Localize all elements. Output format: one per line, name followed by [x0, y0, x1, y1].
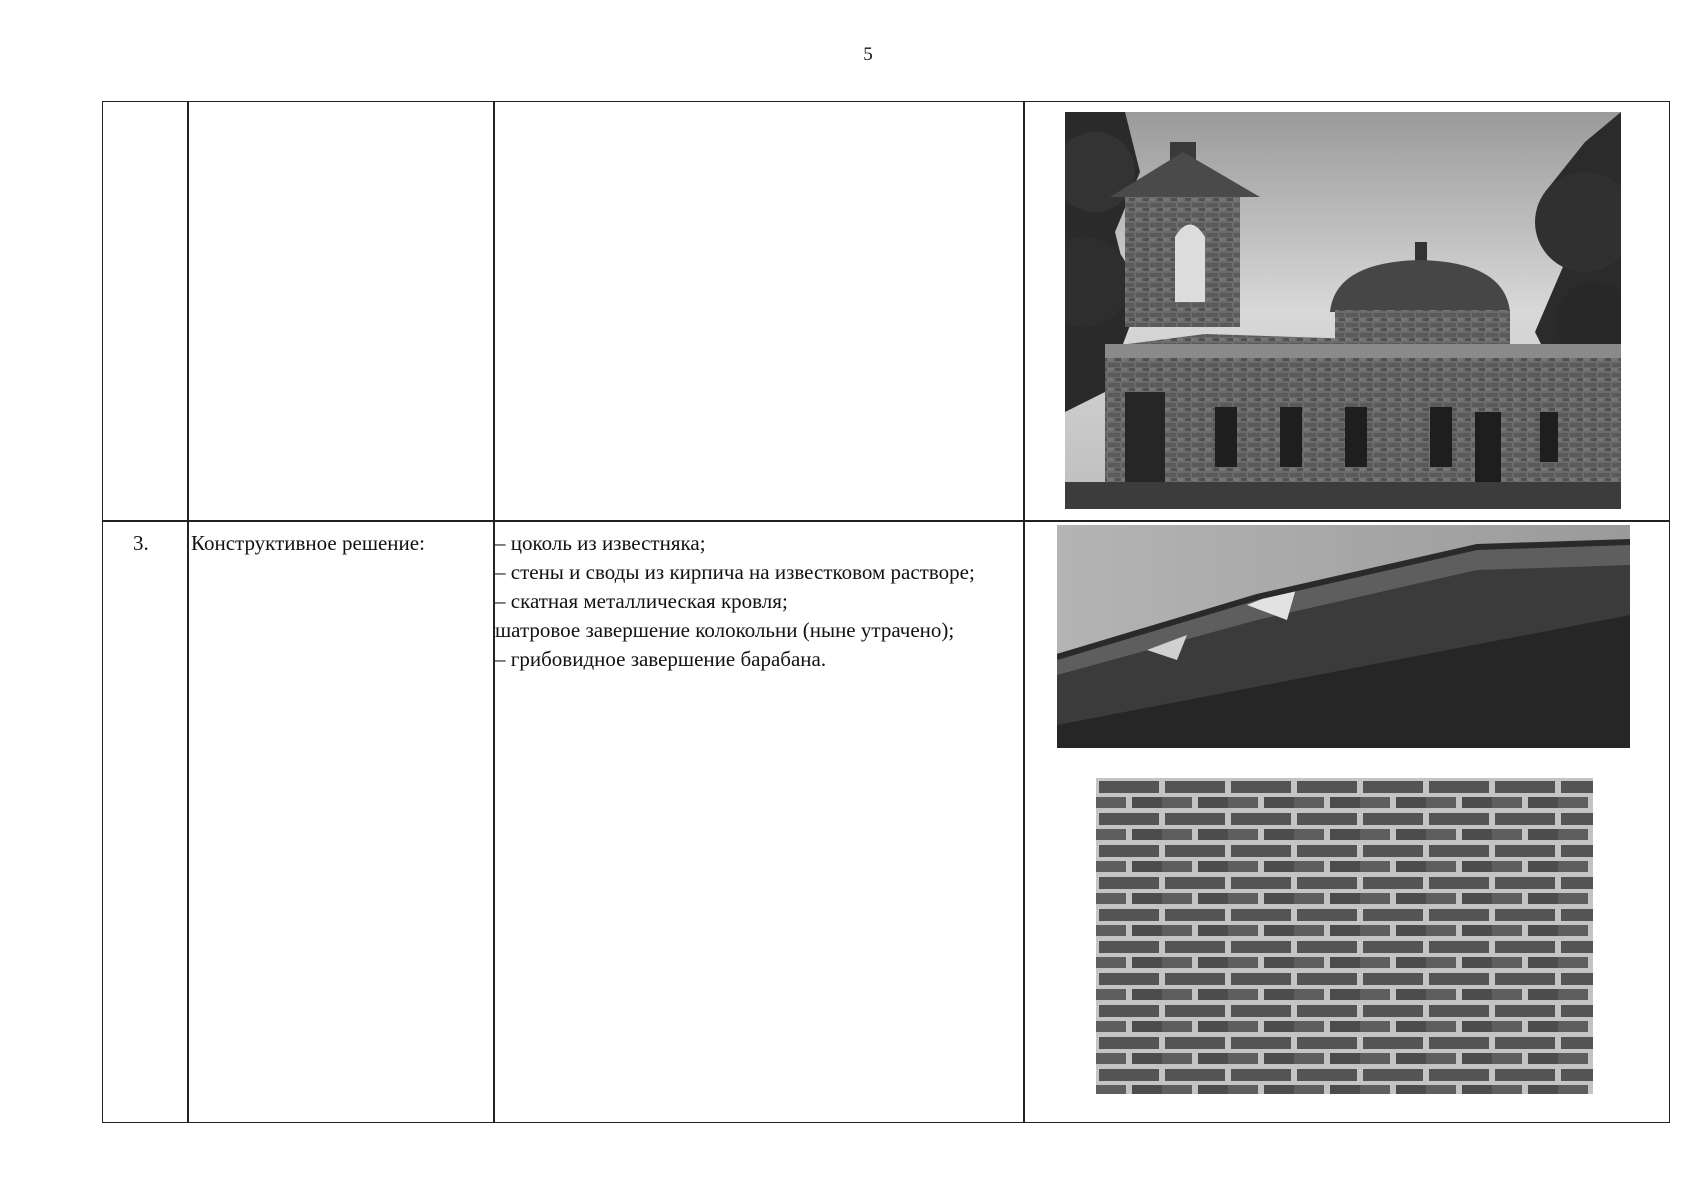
brick-wall-photo: [1096, 778, 1593, 1094]
document-table: [102, 101, 1670, 1123]
roof-edge-photo: [1057, 525, 1630, 748]
row-label: Конструктивное решение:: [191, 531, 425, 555]
construction-list: [495, 529, 1025, 674]
page-number: 5: [863, 44, 873, 65]
list-item: – цоколь из известняка;: [495, 531, 706, 555]
list-item: – стены и своды из кирпича на известковом растворе;: [495, 560, 975, 584]
row-divider: [103, 520, 1669, 522]
list-item: – скатная металлическая кровля;: [495, 589, 788, 613]
column-divider: [187, 102, 189, 1122]
row-number: 3.: [133, 531, 149, 555]
list-item: шатровое завершение колокольни (ныне утрачено);: [495, 618, 955, 642]
church-ruin-photo: [1065, 112, 1621, 509]
list-item: – грибовидное завершение барабана.: [495, 647, 827, 671]
